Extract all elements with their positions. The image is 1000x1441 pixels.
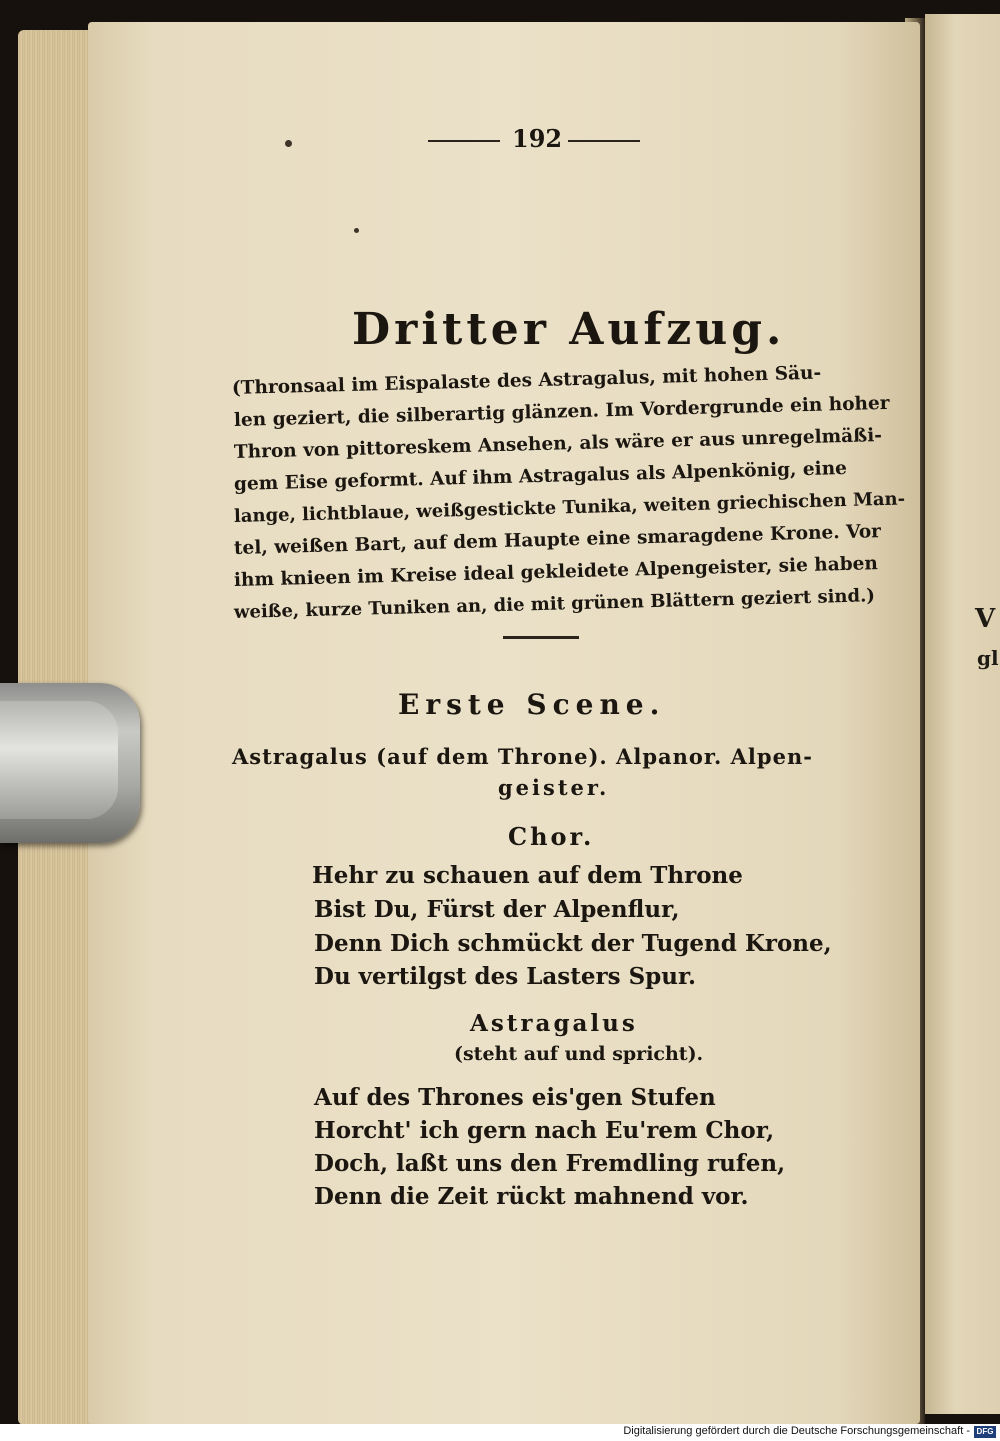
page-number-rule-left (428, 140, 500, 142)
ink-speck (285, 140, 292, 147)
verse-line: Hehr zu schauen auf dem Throne (312, 862, 743, 889)
verse-line: Horcht' ich gern nach Eu'rem Chor, (314, 1117, 775, 1144)
stage-direction-line: ihm knieen im Kreise ideal gekleidete Alpengeister, sie haben (233, 553, 879, 591)
footer-credit: Digitalisierung gefördert durch die Deutsche Forschungsgemeinschaft - (623, 1425, 970, 1437)
stage-direction-line: len geziert, die silberartig glänzen. Im Vordergrunde ein hoher (233, 392, 890, 431)
speaker-direction: (steht auf und spricht). (454, 1043, 704, 1065)
verse-line: Denn die Zeit rückt mahnend vor. (314, 1183, 749, 1210)
act-title: Dritter Aufzug. (352, 304, 786, 355)
page-number: 192 (512, 124, 563, 153)
stage-direction-line: (Thronsaal im Eispalaste des Astragalus, mit hohen Säu- (231, 362, 822, 399)
stage-direction-line: gem Eise geformt. Auf ihm Astragalus als Alpenkönig, eine (233, 457, 848, 495)
stage-direction-line: weiße, kurze Tuniken an, die mit grünen Blättern geziert sind.) (233, 585, 876, 623)
speaker-label: Chor. (508, 822, 595, 851)
characters-line: Astragalus (auf dem Throne). Alpanor. Alpen- (232, 744, 813, 769)
next-page-fragment-1: V (975, 604, 996, 634)
stage-direction-line: lange, lichtblaue, weißgestickte Tunika, weiten griechischen Man- (233, 488, 906, 527)
characters-line: geister. (498, 775, 610, 800)
verse-line: Auf des Thrones eis'gen Stufen (314, 1084, 716, 1111)
speaker-label: Astragalus (470, 1010, 638, 1037)
ink-speck (354, 228, 359, 233)
verse-line: Doch, laßt uns den Fremdling rufen, (314, 1150, 786, 1177)
scene-title: Erste Scene. (398, 688, 666, 721)
scanner-clip (0, 683, 140, 843)
book-page (88, 22, 920, 1424)
verse-line: Du vertilgst des Lasters Spur. (314, 963, 697, 990)
next-page-sliver (925, 14, 1000, 1414)
stage-direction-line: tel, weißen Bart, auf dem Haupte eine smaragdene Krone. Vor (233, 521, 882, 559)
scanner-clip-highlight (0, 701, 118, 819)
dfg-logo: DFG (974, 1426, 996, 1438)
page-number-rule-right (568, 140, 640, 142)
next-page-fragment-2: gl (977, 646, 999, 670)
stage-direction-line: Thron von pittoreskem Ansehen, als wäre er aus unregelmäßi- (233, 425, 883, 463)
section-divider (503, 636, 579, 639)
verse-line: Denn Dich schmückt der Tugend Krone, (314, 930, 832, 957)
verse-line: Bist Du, Fürst der Alpenflur, (314, 896, 680, 923)
